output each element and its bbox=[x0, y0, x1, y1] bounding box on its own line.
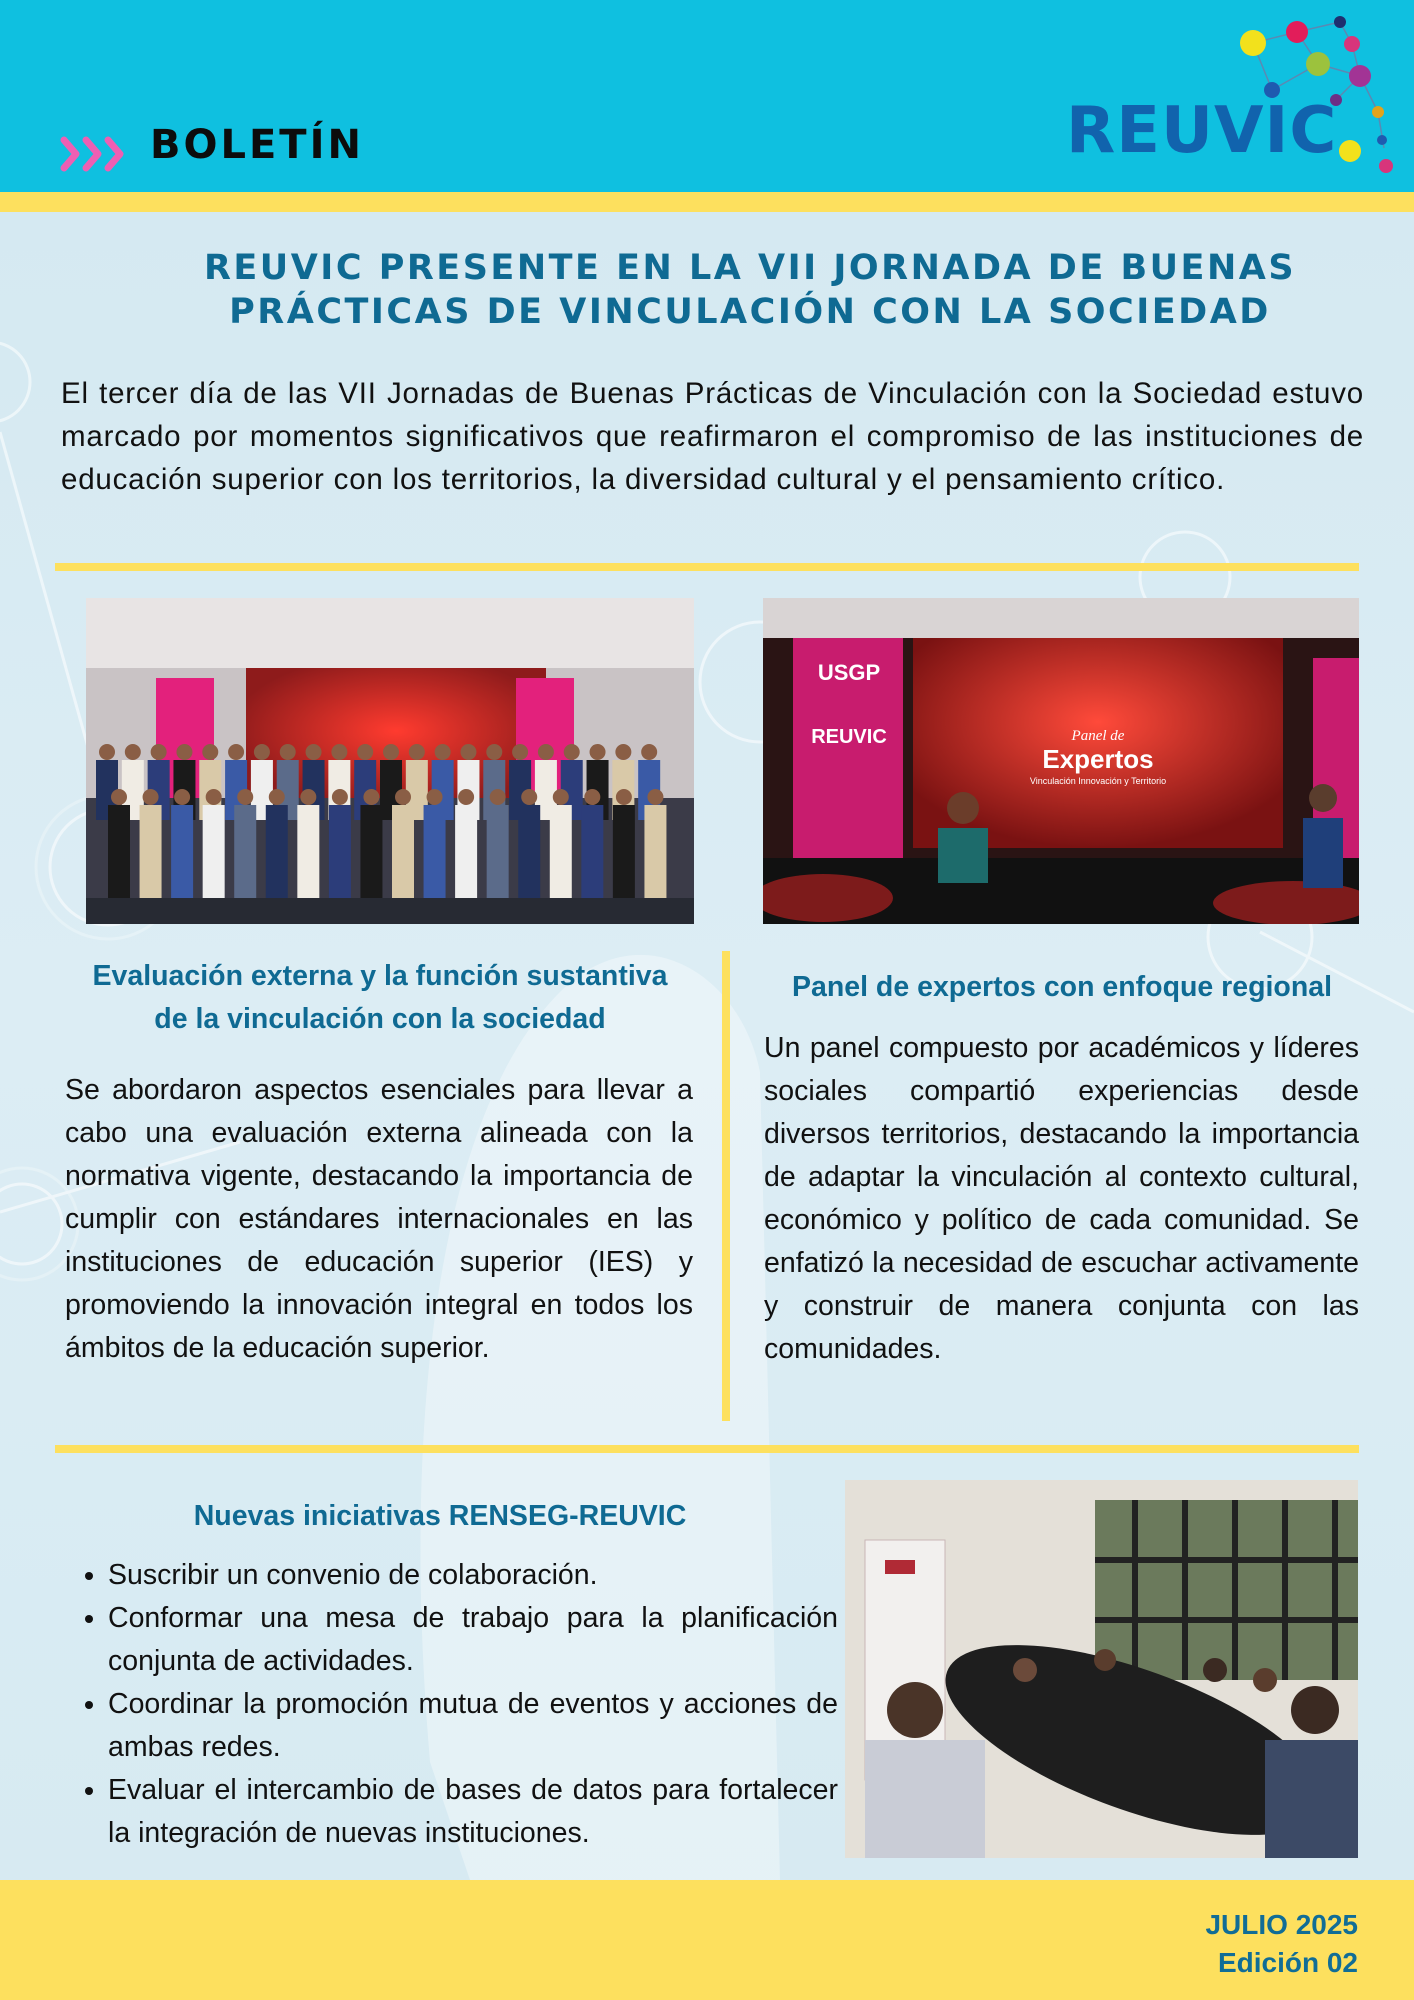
banner-reuvic: REUVIC bbox=[811, 726, 887, 748]
issue-date: JULIO 2025 bbox=[1205, 1909, 1358, 1940]
section1-body: Se abordaron aspectos esenciales para llevar a cabo una evaluación externa alineada con la normativa vigente, destacando la importancia de cumplir con estándares internacionales en las instituciones de educación superior (IES) y promoviendo la innovación integral en todos los ámbitos de la educación superior. bbox=[65, 1074, 693, 1364]
logo-wordmark: REUVIC bbox=[1066, 94, 1338, 168]
section2-body: Un panel compuesto por académicos y líderes sociales compartió experiencias desde diversos territorios, destacando la importancia de adaptar la vinculación al contexto cultural, económico y político de cada comunidad. Se enfatizó la necesidad de escuchar activamente y construir de manera conjunta con las comunidades. bbox=[764, 1032, 1359, 1365]
list-item: • Suscribir un convenio de colaboración. bbox=[108, 1554, 838, 1597]
initiatives-list bbox=[70, 1554, 838, 1855]
group-photo bbox=[86, 598, 694, 924]
screen-small-text: Panel de bbox=[1071, 728, 1125, 744]
section1-heading-line2: de la vinculación con la sociedad bbox=[154, 1003, 606, 1035]
article-title-line1: REUVIC PRESENTE EN LA VII JORNADA DE BUENAS bbox=[203, 248, 1297, 288]
meeting-room-photo bbox=[845, 1480, 1358, 1858]
article-title bbox=[110, 246, 1390, 334]
article-title-line2: PRÁCTICAS DE VINCULACIÓN CON LA SOCIEDAD bbox=[229, 292, 1271, 332]
divider bbox=[55, 1445, 1359, 1453]
footer-date-block bbox=[1205, 1906, 1358, 1982]
section1-heading bbox=[60, 955, 700, 1041]
footer-bar bbox=[0, 1880, 1414, 2000]
header-stripe bbox=[0, 192, 1414, 212]
banner-usgp: USGP bbox=[817, 660, 881, 685]
screen-subtitle: Vinculación Innovación y Territorio bbox=[1029, 776, 1167, 786]
section3-heading: Nuevas iniciativas RENSEG-REUVIC bbox=[193, 1500, 687, 1532]
section2-heading: Panel de expertos con enfoque regional bbox=[791, 971, 1333, 1003]
intro-paragraph: El tercer día de las VII Jornadas de Buenas Prácticas de Vinculación con la Sociedad estuvo marcado por momentos significativos que reafirmaron el compromiso de las instituciones de educación superior con los territorios, la diversidad cultural y el pensamiento crítico. bbox=[61, 377, 1364, 496]
column-divider bbox=[722, 951, 730, 1421]
chevrons-icon bbox=[58, 132, 130, 176]
section-label: BOLETÍN bbox=[150, 122, 364, 168]
expert-panel-photo bbox=[763, 598, 1359, 924]
list-item: • Coordinar la promoción mutua de eventos y acciones de ambas redes. bbox=[108, 1683, 838, 1769]
divider bbox=[55, 563, 1359, 571]
section1-heading-line1: Evaluación externa y la función sustantiva bbox=[92, 960, 668, 992]
list-item: • Evaluar el intercambio de bases de datos para fortalecer la integración de nuevas instituciones. bbox=[108, 1769, 838, 1855]
issue-edition: Edición 02 bbox=[1217, 1947, 1358, 1978]
list-item: • Conformar una mesa de trabajo para la planificación conjunta de actividades. bbox=[108, 1597, 838, 1683]
screen-title: Expertos bbox=[1042, 744, 1154, 774]
